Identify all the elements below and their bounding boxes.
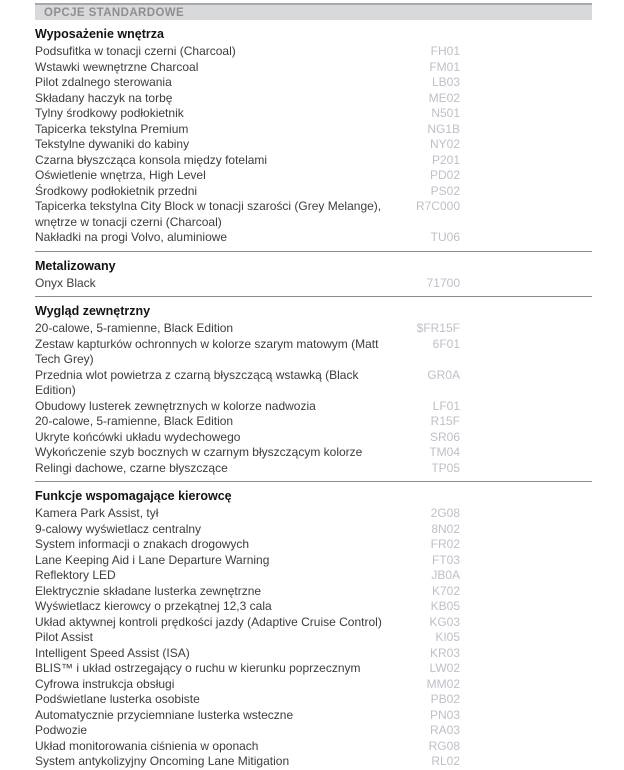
option-label: Układ aktywnej kontroli prędkości jazdy (Adaptive Cruise Control) (35, 614, 382, 629)
option-row (35, 230, 592, 246)
page-header-bar (35, 3, 592, 20)
option-label: Kamera Park Assist, tył (35, 506, 159, 520)
option-label: Tapicerka tekstylna Premium (35, 121, 189, 136)
option-code: LB03 (431, 75, 460, 89)
option-row (35, 692, 592, 708)
document-page (35, 3, 592, 770)
option-row (35, 445, 592, 461)
option-row (35, 44, 592, 60)
options-list (35, 20, 592, 770)
option-code: MM02 (426, 676, 460, 691)
option-label: Pilot Assist (35, 630, 94, 644)
option-code: 71700 (426, 275, 460, 290)
option-code: NG1B (427, 121, 460, 136)
option-label: Oświetlenie wnętrza, High Level (35, 168, 206, 182)
option-code: FH01 (430, 44, 460, 58)
section (35, 482, 592, 770)
option-label: Podsufitka w tonacji czerni (Charcoal) (35, 44, 236, 58)
option-row (35, 168, 592, 184)
option-label: Podświetlane lusterka osobiste (35, 692, 200, 706)
option-row (35, 677, 592, 693)
section-title: Funkcje wspomagające kierowcę (35, 489, 232, 503)
option-label: 20-calowe, 5-ramienne, Black Edition (35, 321, 234, 335)
option-code: PB02 (430, 692, 460, 706)
section-title: Metalizowany (35, 258, 116, 273)
option-row (35, 568, 592, 584)
option-code: 2G08 (430, 506, 460, 520)
option-code: ME02 (428, 90, 460, 105)
option-code: PD02 (429, 168, 460, 182)
option-label: Pilot zdalnego sterowania (35, 75, 172, 89)
option-code: KR03 (429, 645, 460, 660)
option-row (35, 399, 592, 415)
option-code: 8N02 (431, 521, 460, 536)
option-code: TU06 (430, 230, 460, 244)
option-label: Obudowy lusterek zewnętrznych w kolorze nadwozia (35, 398, 316, 413)
option-label: Elektrycznie składane lusterka zewnętrzne (35, 583, 262, 598)
option-label: Nakładki na progi Volvo, aluminiowe (35, 230, 228, 244)
option-label: Relingi dachowe, czarne błyszczące (35, 460, 228, 475)
option-row (35, 75, 592, 91)
option-row (35, 106, 592, 122)
option-row (35, 91, 592, 107)
option-row (35, 430, 592, 446)
option-code: RG08 (428, 738, 460, 753)
option-code: JB0A (431, 568, 460, 582)
section (35, 20, 592, 246)
option-label: Układ monitorowania ciśnienia w oponach (35, 738, 259, 753)
option-code: KB05 (430, 599, 460, 613)
option-row (35, 337, 592, 368)
option-row (35, 599, 592, 615)
page-title: OPCJE STANDARDOWE (44, 6, 185, 19)
option-label: Cyfrowa instrukcja obsługi (35, 676, 175, 691)
option-row (35, 739, 592, 755)
option-row (35, 522, 592, 538)
option-label: Czarna błyszcząca konsola między fotelami (35, 152, 268, 167)
option-label: Automatycznie przyciemniane lusterka wsteczne (35, 707, 294, 722)
option-label: System antykolizyjny Oncoming Lane Mitigation (35, 754, 290, 768)
option-code: KI05 (435, 630, 460, 644)
option-row (35, 122, 592, 138)
option-row (35, 414, 592, 430)
option-label: BLIS™ i układ ostrzegający o ruchu w kierunku poprzecznym (35, 661, 361, 675)
option-row (35, 368, 592, 399)
option-row (35, 615, 592, 631)
option-row (35, 461, 592, 477)
option-code: LF01 (432, 398, 460, 413)
option-code: PS02 (430, 183, 460, 198)
option-row (35, 584, 592, 600)
section-title: Wygląd zewnętrzny (35, 304, 151, 318)
option-label: Tekstylne dywaniki do kabiny (35, 137, 190, 151)
option-label: Podwozie (35, 723, 88, 737)
section (35, 252, 592, 292)
option-label: Onyx Black (35, 275, 96, 290)
option-row (35, 276, 592, 292)
section (35, 297, 592, 476)
option-code: R15F (430, 414, 460, 428)
option-label: Środkowy podłokietnik przedni (35, 183, 198, 198)
option-row (35, 537, 592, 553)
option-label: Przednia wlot powietrza z czarną błyszczącą wstawką (Black Edition) (35, 367, 359, 397)
option-row (35, 506, 592, 522)
option-code: TP05 (431, 460, 460, 475)
option-row (35, 184, 592, 200)
option-code: GR0A (427, 367, 460, 382)
option-code: $FR15F (416, 321, 460, 335)
option-row (35, 754, 592, 770)
option-label: Składany haczyk na torbę (35, 90, 173, 105)
option-label: System informacji o znakach drogowych (35, 537, 250, 551)
option-label: Zestaw kapturków ochronnych w kolorze szarym matowym (Matt Tech Grey) (35, 336, 379, 366)
option-row (35, 153, 592, 169)
option-label: Intelligent Speed Assist (ISA) (35, 645, 190, 660)
option-row (35, 321, 592, 337)
option-row (35, 646, 592, 662)
option-label: 20-calowe, 5-ramienne, Black Edition (35, 414, 234, 428)
option-label: Wyświetlacz kierowcy o przekątnej 12,3 cala (35, 599, 272, 613)
option-label: 9-calowy wyświetlacz centralny (35, 521, 202, 536)
option-label: Wstawki wewnętrzne Charcoal (35, 59, 199, 74)
option-label: Tapicerka tekstylna City Block w tonacji szarości (Grey Melange), wnętrze w tonacji czerni (Charcoal) (35, 199, 382, 229)
option-code: KG03 (429, 614, 460, 629)
option-code: N501 (431, 106, 460, 120)
option-row (35, 630, 592, 646)
option-code: SR06 (429, 429, 460, 444)
option-code: RA03 (429, 723, 460, 737)
option-row (35, 199, 592, 230)
option-label: Lane Keeping Aid i Lane Departure Warning (35, 552, 270, 567)
option-code: FM01 (429, 59, 460, 74)
option-row (35, 60, 592, 76)
option-row (35, 137, 592, 153)
option-code: PN03 (429, 707, 460, 722)
option-row (35, 661, 592, 677)
option-label: Ukryte końcówki układu wydechowego (35, 429, 241, 444)
option-row (35, 553, 592, 569)
option-code: P201 (431, 152, 460, 167)
option-row (35, 708, 592, 724)
option-row (35, 723, 592, 739)
option-code: 6F01 (432, 336, 460, 351)
option-label: Wykończenie szyb bocznych w czarnym błyszczącym kolorze (35, 445, 363, 459)
option-code: LW02 (429, 661, 460, 675)
option-code: FR02 (430, 537, 460, 551)
option-code: FT03 (431, 552, 460, 567)
option-code: NY02 (429, 137, 460, 151)
section-title: Wyposażenie wnętrza (35, 27, 164, 41)
option-code: RL02 (431, 754, 460, 768)
option-label: Tylny środkowy podłokietnik (35, 106, 184, 120)
option-code: K702 (431, 583, 460, 598)
option-code: R7C000 (415, 199, 460, 213)
option-label: Reflektory LED (35, 568, 116, 582)
option-code: TM04 (429, 445, 460, 459)
